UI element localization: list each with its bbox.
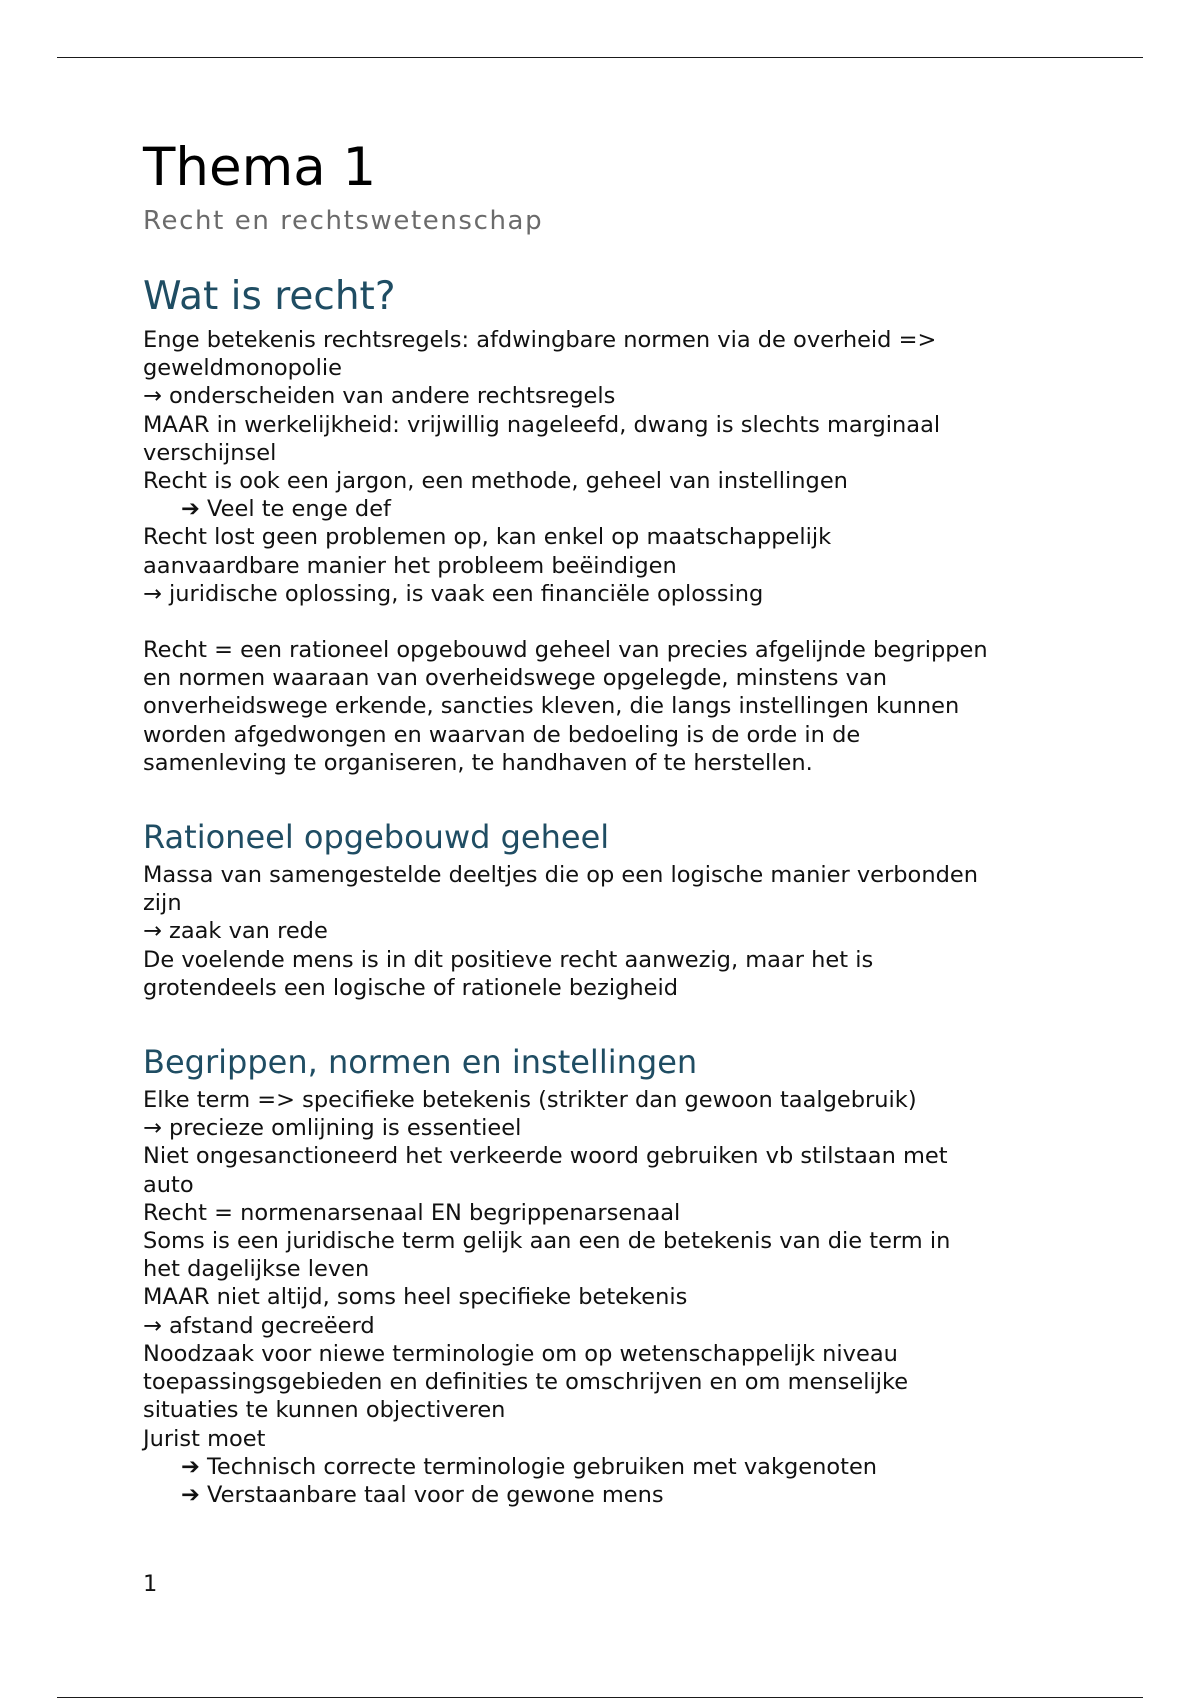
- definition-line: en normen waaraan van overheidswege opgelegde, minstens van: [143, 665, 887, 692]
- text-line: Massa van samengestelde deeltjes die op een logische manier verbonden: [143, 862, 978, 889]
- text-line: Recht lost geen problemen op, kan enkel op maatschappelijk: [143, 524, 832, 551]
- text-line: grotendeels een logische of rationele bezigheid: [143, 974, 678, 1001]
- footer-rule: [57, 1697, 1143, 1698]
- document-subtitle: Recht en rechtswetenschap: [143, 206, 544, 236]
- definition-line: Recht = een rationeel opgebouwd geheel van precies afgelijnde begrippen: [143, 637, 988, 664]
- bullet-item: ➔ Verstaanbare taal voor de gewone mens: [181, 1481, 664, 1508]
- text-line: → onderscheiden van andere rechtsregels: [143, 383, 616, 410]
- section-heading-rationeel: Rationeel opgebouwd geheel: [143, 818, 610, 857]
- definition-line: worden afgedwongen en waarvan de bedoeling is de orde in de: [143, 721, 861, 748]
- section-heading-wat-is-recht: Wat is recht?: [143, 274, 396, 319]
- text-line: auto: [143, 1171, 194, 1198]
- document-page: [143, 136, 1073, 1509]
- definition-line: onverheidswege erkende, sancties kleven, die langs instellingen kunnen: [143, 693, 960, 720]
- page-number: 1: [143, 1571, 158, 1597]
- text-line: Enge betekenis rechtsregels: afdwingbare normen via de overheid =>: [143, 327, 937, 353]
- section-heading-begrippen: Begrippen, normen en instellingen: [143, 1043, 698, 1082]
- section-body-begrippen: [143, 1086, 1073, 1509]
- text-line: → afstand gecreëerd: [143, 1312, 375, 1339]
- text-line: Recht = normenarsenaal EN begrippenarsenaal: [143, 1199, 681, 1226]
- section-body-wat-is-recht: [143, 326, 1073, 777]
- text-line: Soms is een juridische term gelijk aan een de betekenis van die term in: [143, 1228, 951, 1255]
- text-line: Recht is ook een jargon, een methode, geheel van instellingen: [143, 468, 848, 495]
- text-line: verschijnsel: [143, 439, 277, 466]
- bullet-item: ➔ Technisch correcte terminologie gebruiken met vakgenoten: [181, 1453, 878, 1480]
- text-line: → zaak van rede: [143, 918, 328, 945]
- text-line: Noodzaak voor niewe terminologie om op wetenschappelijk niveau: [143, 1340, 898, 1367]
- text-line: De voelende mens is in dit positieve recht aanwezig, maar het is: [143, 946, 874, 973]
- document-title: Thema 1: [143, 137, 377, 198]
- definition-line: samenleving te organiseren, te handhaven of te herstellen.: [143, 749, 813, 776]
- text-line: toepassingsgebieden en definities te omschrijven en om menselijke: [143, 1369, 909, 1396]
- text-line: het dagelijkse leven: [143, 1256, 370, 1283]
- text-line: aanvaardbare manier het probleem beëindigen: [143, 552, 677, 579]
- text-line: situaties te kunnen objectiveren: [143, 1397, 506, 1424]
- text-line: MAAR niet altijd, soms heel specifieke betekenis: [143, 1284, 688, 1311]
- text-line: MAAR in werkelijkheid: vrijwillig nageleefd, dwang is slechts marginaal: [143, 411, 941, 438]
- text-line: Elke term => specifieke betekenis (strikter dan gewoon taalgebruik): [143, 1087, 917, 1114]
- text-line: Niet ongesanctioneerd het verkeerde woord gebruiken vb stilstaan met: [143, 1143, 948, 1170]
- text-line: → precieze omlijning is essentieel: [143, 1115, 522, 1142]
- text-line: → juridische oplossing, is vaak een financiële oplossing: [143, 580, 764, 607]
- text-line: Jurist moet: [143, 1425, 266, 1452]
- header-rule: [57, 57, 1143, 58]
- text-line: geweldmonopolie: [143, 355, 343, 382]
- text-line: zijn: [143, 890, 182, 917]
- section-body-rationeel: [143, 861, 1073, 1002]
- bullet-item: ➔ Veel te enge def: [181, 496, 391, 523]
